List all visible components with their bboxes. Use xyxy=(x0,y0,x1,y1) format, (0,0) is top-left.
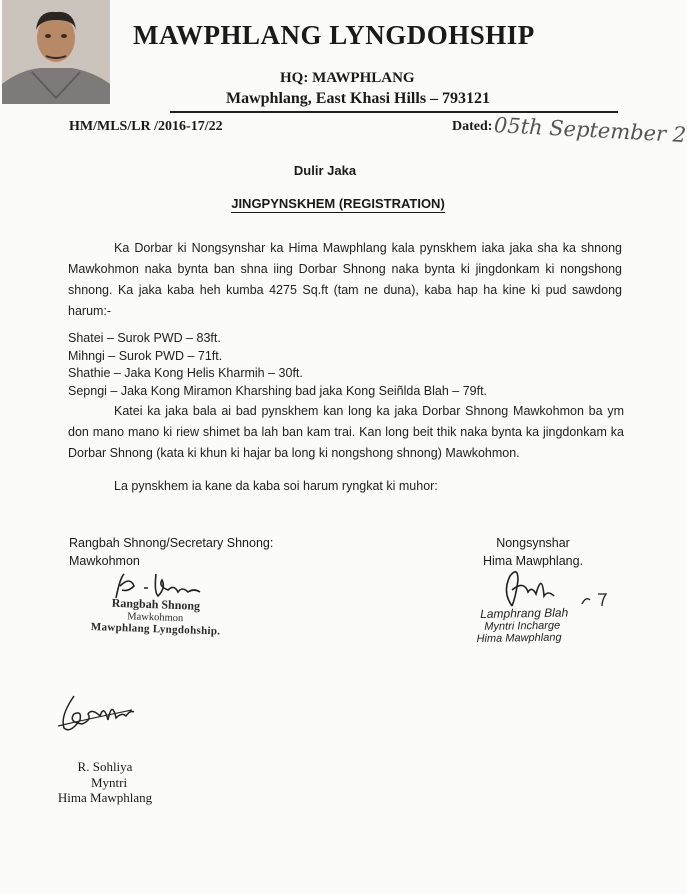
organization-name: MAWPHLANG LYNGDOHSHIP xyxy=(133,20,535,50)
stamp-line-3: Mawphlang Lyngdohship. xyxy=(90,620,221,638)
document-subtitle xyxy=(0,196,676,211)
bottom-signatory-name: R. Sohliya xyxy=(77,759,133,774)
bottom-signatory-title: Myntri xyxy=(90,774,128,790)
right-official-stamp xyxy=(476,605,569,646)
stamp-line-1: Lamphrang Blah xyxy=(480,605,569,621)
stamp-line-1: Rangbah Shnong xyxy=(111,595,201,613)
boundary-item: Sepngi – Jaka Kong Miramon Kharshing bad jaka Kong Seiñlda Blah – 79ft. xyxy=(68,383,488,398)
body-paragraph-2: Katei ka jaka bala ai bad pynskhem kan long ka jaka Dorbar Shnong Mawkohmon ba ym don mano mano ki riew shimet ba lah ban kam trai. Kan long beit thik naka bynta ka jingdonkam ka Dorbar Shnong (kata ki khun ki hajar ba long ki nongshong shnong) Mawkohmon. xyxy=(68,404,624,460)
boundary-list xyxy=(68,330,608,400)
document-title: Dulir Jaka xyxy=(293,163,357,178)
subtitle-text: JINGPYNSKHEM (REGISTRATION) xyxy=(231,196,445,211)
bottom-signatory-org: Hima Mawphlang xyxy=(57,790,153,805)
left-signatory xyxy=(69,535,273,570)
dated-label: Dated: xyxy=(452,119,493,134)
dated-value: 05th September 2 xyxy=(493,113,687,148)
header-divider xyxy=(170,111,618,113)
stamp-line-3: Hima Mawphlang xyxy=(476,631,562,646)
right-signatory xyxy=(483,535,583,570)
reference-number: HM/MLS/LR /2016-17/22 xyxy=(69,119,223,134)
left-official-stamp xyxy=(91,595,222,637)
stamp-line-2: Mawkohmon xyxy=(127,611,184,625)
portrait-photo xyxy=(2,0,110,104)
signature-scribble xyxy=(498,566,618,610)
stamp-line-2: Myntri Incharge xyxy=(484,619,561,633)
left-signatory-line2: Mawkohmon xyxy=(69,553,140,568)
left-signatory-line1: Rangbah Shnong/Secretary Shnong: xyxy=(69,536,274,550)
address-line: Mawphlang, East Khasi Hills – 793121 xyxy=(226,90,491,107)
right-signatory-line1: Nongsynshar xyxy=(496,536,570,550)
signature-scribble xyxy=(52,690,142,738)
headquarters-line: HQ: MAWPHLANG xyxy=(280,70,415,86)
boundary-item: Mihngi – Surok PWD – 71ft. xyxy=(68,348,223,363)
boundary-item: Shatei – Surok PWD – 83ft. xyxy=(68,331,221,345)
right-signatory-line2: Hima Mawphlang. xyxy=(483,553,584,568)
boundary-item: Shathie – Jaka Kong Helis Kharmih – 30ft. xyxy=(68,366,303,381)
bottom-signatory xyxy=(0,759,210,806)
body-paragraph-1: Ka Dorbar ki Nongsynshar ka Hima Mawphlang kala pynskhem iaka jaka sha ka shnong Mawkohmon naka bynta ban shna iing Dorbar Shnong naka bynta ki jingdonkam ki nongshong shnong. Ka jaka kaba heh kumba 4275 Sq.ft (tam ne duna), kaba hap ha kine ki pud sawdong harum:- xyxy=(68,241,622,318)
body-paragraph-3: La pynskhem ia kane da kaba soi harum ryngkat ki muhor: xyxy=(114,479,438,493)
